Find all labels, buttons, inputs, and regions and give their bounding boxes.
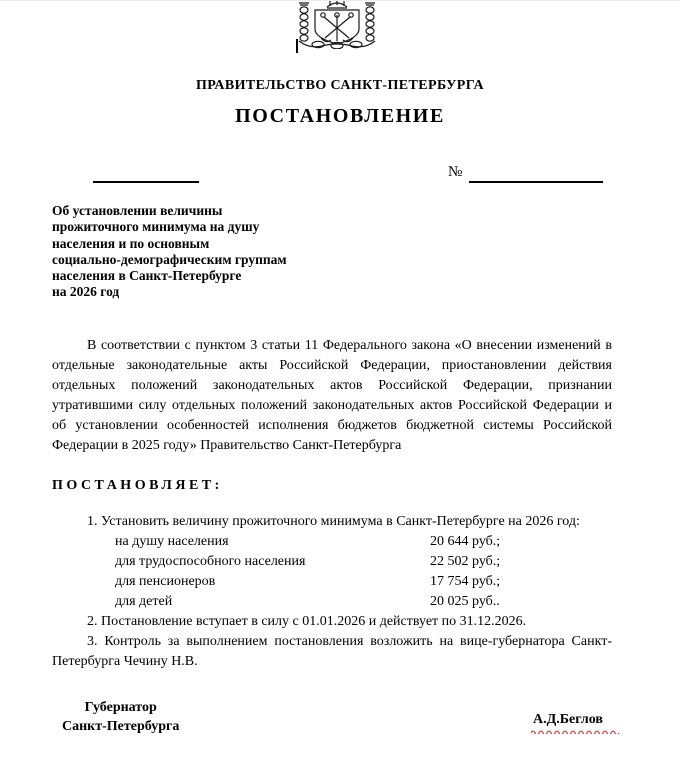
item-1: 1. Установить величину прожиточного минимума в Санкт-Петербурге на 2026 год: <box>87 514 580 529</box>
rate-row <box>52 592 612 612</box>
number-sign: № <box>448 164 463 180</box>
text-cursor <box>296 39 298 53</box>
subject-line: социально-демографическим группам <box>52 251 287 267</box>
rate-label: для пенсионеров <box>115 574 216 589</box>
date-blank-line <box>93 181 199 183</box>
rate-value: 22 502 руб.; <box>430 554 501 569</box>
subject-line: населения и по основным <box>52 235 210 251</box>
signature-title-line: Губернатор <box>84 700 157 715</box>
resolution-items <box>52 512 612 672</box>
rate-value: 17 754 руб.; <box>430 574 501 589</box>
intro-paragraph: В соответствии с пунктом 3 статьи 11 Федерального закона «О внесении изменений в отдельные законодательные акты Российской Федерации, приостановлении действия отдельных положений законодательных актов Российской Федерации, признании утратившими силу отдельных положений законодательных актов Российской Федерации и об установлении особенностей исполнения бюджетов бюджетной системы Российской Федерации в 2025 году» Правительство Санкт-Петербурга <box>52 338 612 453</box>
rate-label: для трудоспособного населения <box>115 554 306 569</box>
rate-value: 20 025 руб.. <box>430 594 500 609</box>
subject-line: населения в Санкт-Петербурге <box>52 268 242 284</box>
signature-title-line: Санкт-Петербурга <box>62 719 180 734</box>
rate-label: для детей <box>115 594 173 609</box>
rate-row <box>52 532 612 552</box>
item-2: 2. Постановление вступает в силу с 01.01.2026 и действует по 31.12.2026. <box>87 614 527 629</box>
subject-line: прожиточного минимума на душу <box>52 219 260 235</box>
rate-value: 20 644 руб.; <box>430 534 501 549</box>
rate-row <box>52 572 612 592</box>
number-blank-line <box>469 181 603 183</box>
subject-line: на 2026 год <box>52 284 120 300</box>
item-3: 3. Контроль за выполнением постановления возложить на вице-губернатора Санкт-Петербурга Чечину Н.В. <box>52 634 612 669</box>
subject-line: Об установлении величины <box>52 203 223 218</box>
org-name: ПРАВИТЕЛЬСТВО САНКТ-ПЕТЕРБУРГА <box>195 78 485 93</box>
resolves-label: ПОСТАНОВЛЯЕТ: <box>52 478 223 493</box>
document-type-title: ПОСТАНОВЛЕНИЕ <box>235 105 445 127</box>
signature-title <box>62 698 179 736</box>
signature-name: А.Д.Беглов <box>533 712 603 727</box>
rate-row <box>52 552 612 572</box>
subject-heading <box>52 203 382 301</box>
coat-of-arms-icon <box>287 1 387 49</box>
spellcheck-underline-icon <box>531 729 621 734</box>
rate-label: на душу населения <box>115 534 229 549</box>
